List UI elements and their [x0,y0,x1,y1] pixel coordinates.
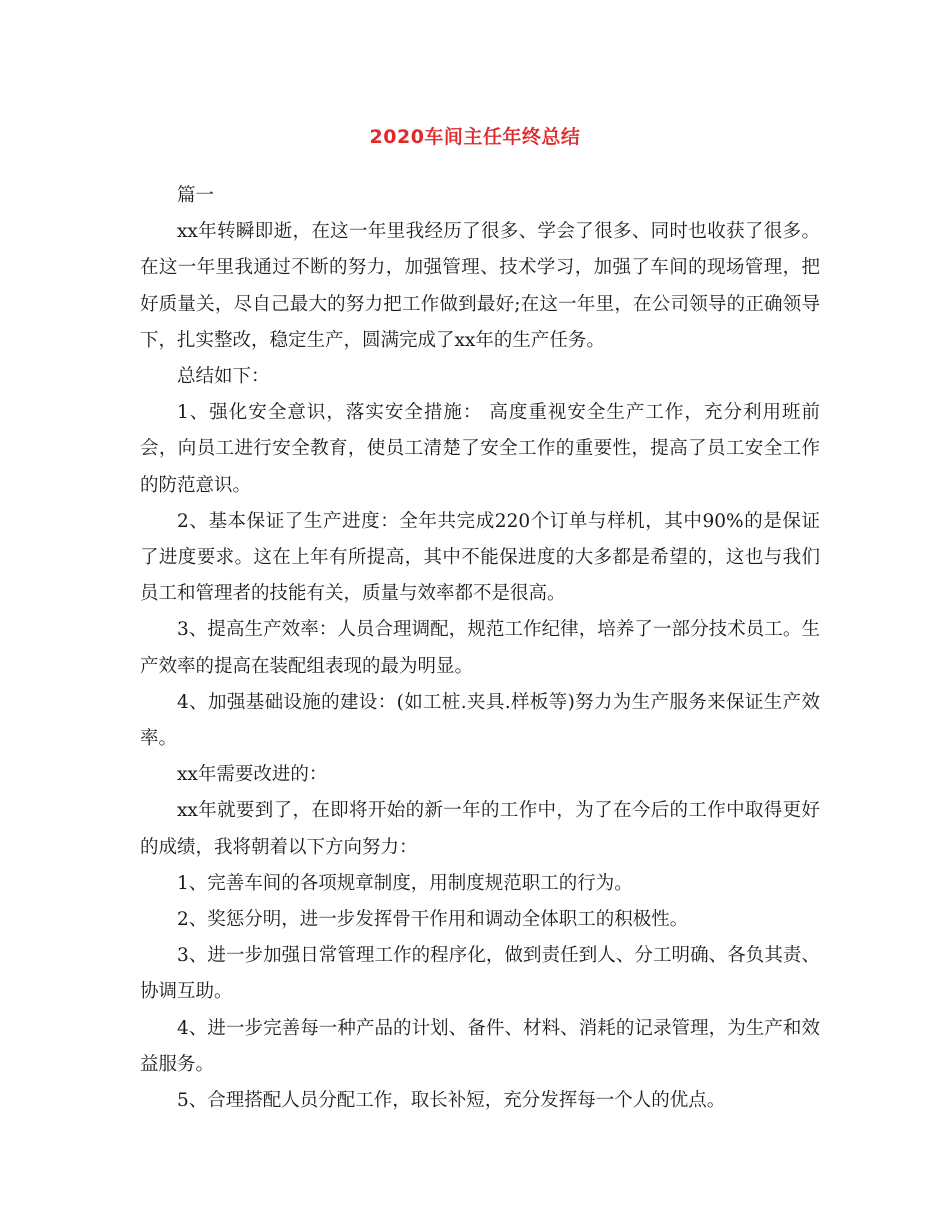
document-title: 2020车间主任年终总结 [369,126,581,148]
paragraph-improvement-item-1: 1、完善车间的各项规章制度，用制度规范职工的行为。 [177,872,633,894]
paragraph-summary-item-1: 1、强化安全意识，落实安全措施： 高度重视安全生产工作，充分利用班前会，向员工进行安全教育，使员工清楚了安全工作的重要性，提高了员工安全工作的防范意识。 [140,402,820,496]
paragraph-summary-item-3: 3、提高生产效率：人员合理调配，规范工作纪律，培养了一部分技术员工。生产效率的提高在装配组表现的最为明显。 [140,619,820,677]
paragraph-improvement-item-2: 2、奖惩分明，进一步发挥骨干作用和调动全体职工的积极性。 [177,909,689,931]
paragraph-summary-item-2: 2、基本保证了生产进度：全年共完成220个订单与样机，其中90%的是保证了进度要求。这在上年有所提高，其中不能保进度的大多都是希望的，这也与我们员工和管理者的技能有关，质量与效率都不是很高。 [140,510,820,605]
paragraph-improvement-item-5: 5、合理搭配人员分配工作，取长补短，充分发挥每一个人的优点。 [177,1090,726,1112]
paragraph-summary-item-4: 4、加强基础设施的建设：(如工桩.夹具.样板等)努力为生产服务来保证生产效率。 [140,691,820,750]
document-body [140,178,820,1119]
paragraph-improvement-item-4: 4、进一步完善每一种产品的计划、备件、材料、消耗的记录管理，为生产和效益服务。 [140,1017,820,1075]
paragraph-intro: xx年转瞬即逝，在这一年里我经历了很多、学会了很多、同时也收获了很多。在这一年里我通过不断的努力，加强管理、技术学习，加强了车间的现场管理，把好质量关，尽自己最大的努力把工作做到最好;在这一年里，在公司领导的正确领导下，扎实整改，稳定生产，圆满完成了xx年的生产任务。 [140,221,820,351]
paragraph-improvement-intro: xx年就要到了，在即将开始的新一年的工作中，为了在今后的工作中取得更好的成绩，我将朝着以下方向努力： [140,800,820,858]
paragraph-improvement-item-3: 3、进一步加强日常管理工作的程序化，做到责任到人、分工明确、各负其责、协调互助。 [140,945,820,1003]
paragraph-section-label: 篇一 [177,185,215,206]
paragraph-summary-heading: 总结如下： [177,366,270,388]
paragraph-improvement-heading: xx年需要改进的： [177,764,328,786]
